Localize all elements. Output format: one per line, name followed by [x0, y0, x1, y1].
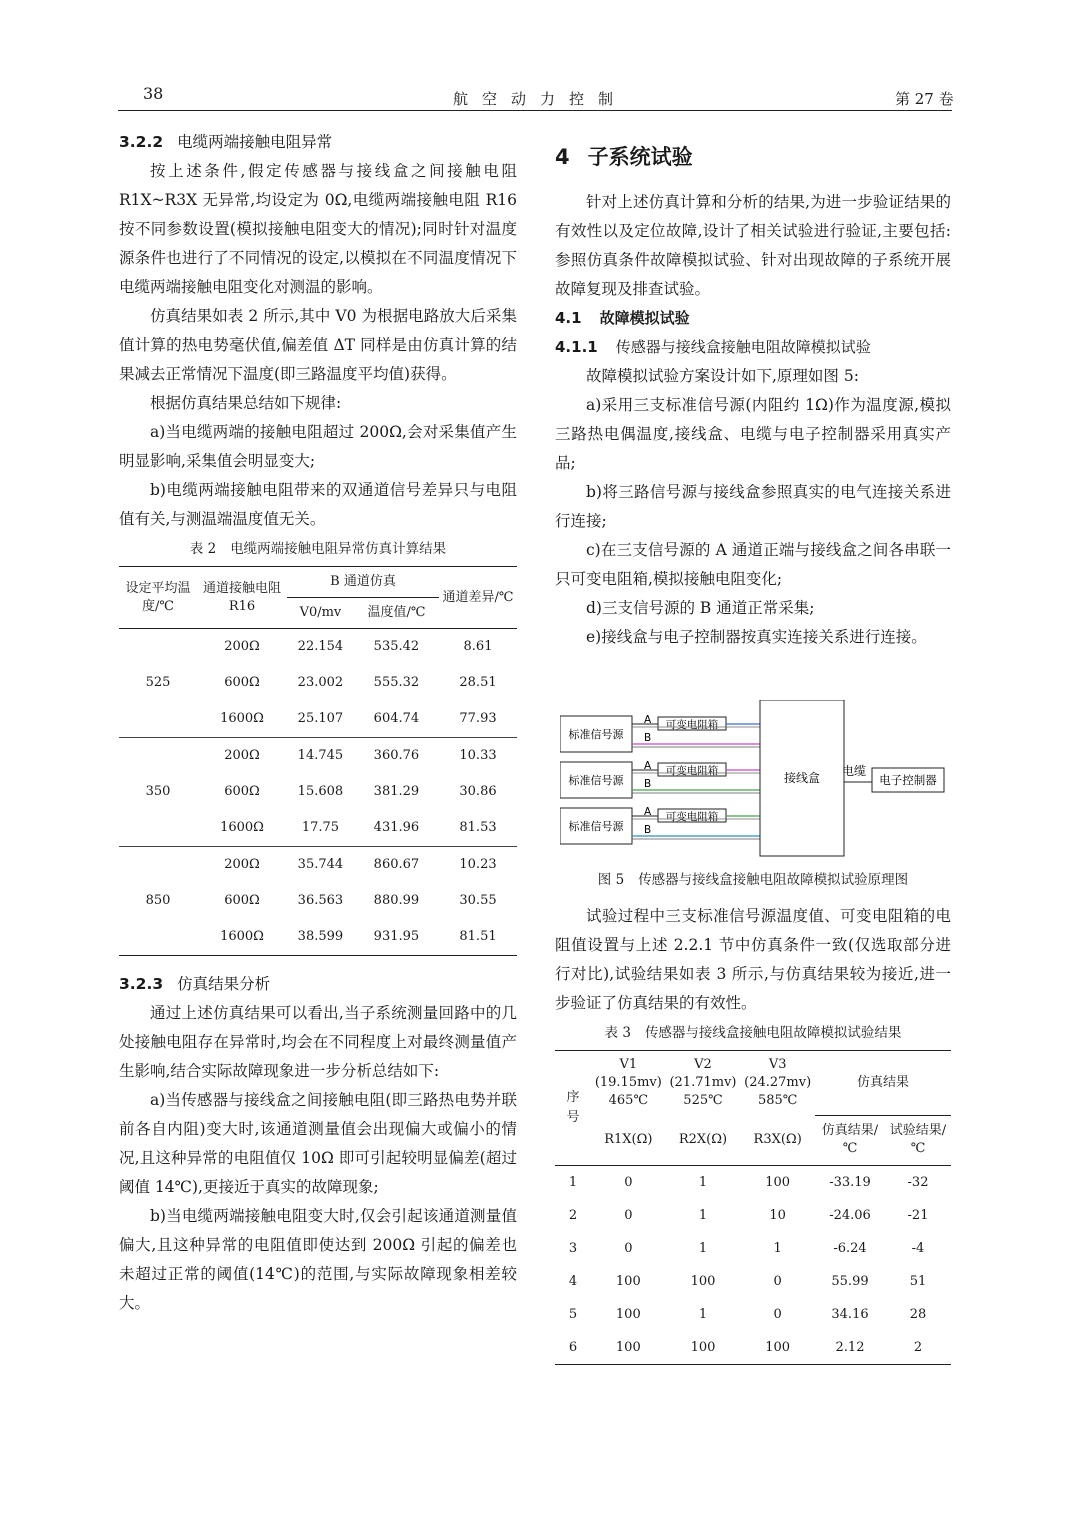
cell-t: 880.99 — [373, 893, 420, 908]
figure-5-caption: 图 5 传感器与接线盒接触电阻故障模拟试验原理图 — [597, 872, 909, 888]
channel-a-label: A — [644, 714, 652, 726]
cable-label: 电缆 — [841, 764, 867, 778]
cell-v0: 22.154 — [297, 639, 344, 654]
cell-d: 81.53 — [439, 810, 517, 847]
cell-t: 604.74 — [354, 701, 439, 738]
table-row — [555, 1232, 951, 1265]
figure-5-diagram — [560, 700, 950, 860]
table-3 — [555, 1050, 951, 1365]
cell-d: 81.51 — [439, 919, 517, 956]
section-heading-4-1: 4.1 故障模拟试验 — [555, 309, 690, 327]
cell-temp: 350 — [119, 738, 197, 847]
resistor-label: 可变电阻箱 — [665, 719, 719, 731]
table-row — [555, 1265, 951, 1298]
cell-test: -32 — [907, 1174, 929, 1190]
col-header: R2X(Ω) — [666, 1115, 741, 1166]
cell-sim: -33.19 — [829, 1174, 871, 1190]
paragraph: 按上述条件,假定传感器与接线盒之间接触电阻 R1X~R3X 无异常,均设定为 0Ω,电缆两端接触电阻 R16 按不同参数设置(模拟接触电阻变大的情况);同时针对温度源条件也进行了不同情况的设定,以模拟在不同温度情况下电缆两端接触电阻变化对测温的影响。 — [119, 162, 517, 296]
paragraph: e)接线盒与电子控制器按真实连接关系进行连接。 — [586, 628, 927, 646]
cell-t: 555.32 — [373, 675, 420, 690]
cell-v0: 25.107 — [287, 701, 354, 738]
cell-d: 77.93 — [439, 701, 517, 738]
cell-n: 6 — [555, 1331, 591, 1365]
resistor-label: 可变电阻箱 — [665, 765, 719, 777]
table-2 — [119, 566, 517, 956]
channel-b-label: B — [644, 778, 652, 790]
cell-t: 860.67 — [373, 857, 420, 872]
table2-caption: 表 2 电缆两端接触电阻异常仿真计算结果 — [189, 541, 447, 557]
ecu-label: 电子控制器 — [879, 773, 937, 787]
cell-r: 600Ω — [224, 784, 260, 799]
col-header: B 通道仿真 — [287, 567, 439, 598]
cell-v0: 15.608 — [297, 784, 344, 799]
cell-r3: 0 — [773, 1273, 782, 1289]
cell-v0: 35.744 — [297, 857, 344, 872]
cell-sim: -6.24 — [833, 1240, 867, 1256]
cell-r: 200Ω — [224, 748, 260, 763]
left-column — [119, 128, 517, 1318]
col-header: V1 (19.15mv) 465℃ — [591, 1051, 666, 1116]
cell-r3: 10 — [769, 1207, 786, 1223]
section-heading-4: 4 子系统试验 — [555, 145, 693, 169]
cell-d: 8.61 — [463, 639, 493, 654]
channel-a-label: A — [644, 760, 652, 772]
cell-t: 931.95 — [354, 919, 439, 956]
cell-sim: 2.12 — [815, 1331, 885, 1365]
cell-r1: 0 — [624, 1240, 633, 1256]
paragraph: b)当电缆两端接触电阻变大时,仅会引起该通道测量值偏大,且这种异常的电阻值即使达到 200Ω 引起的偏差也未超过正常的阈值(14℃)的范围,与实际故障现象相差较大。 — [119, 1207, 517, 1312]
section-heading-4-1-1: 4.1.1 传感器与接线盒接触电阻故障模拟试验 — [555, 338, 871, 356]
paragraph: d)三支信号源的 B 通道正常采集; — [586, 599, 815, 617]
cell-test: -4 — [911, 1240, 925, 1256]
paragraph: a)采用三支标准信号源(内阻约 1Ω)作为温度源,模拟三路热电偶温度,接线盒、电缆与电子控制器采用真实产品; — [555, 396, 951, 472]
cell-r2: 100 — [690, 1273, 716, 1289]
col-header: 温度值/℃ — [354, 598, 439, 629]
cell-test: -21 — [907, 1207, 929, 1223]
cell-d: 30.86 — [459, 784, 497, 799]
cell-r2: 1 — [698, 1207, 708, 1223]
signal-source-label: 标准信号源 — [568, 728, 624, 741]
cell-test: 28 — [909, 1306, 927, 1322]
volume-label: 第 27 卷 — [895, 90, 954, 108]
channel-b-label: B — [644, 824, 652, 836]
signal-source-label: 标准信号源 — [568, 774, 624, 787]
paragraph: 试验过程中三支标准信号源温度值、可变电阻箱的电阻值设置与上述 2.2.1 节中仿真条件一致(仅选取部分进行对比),试验结果如表 3 所示,与仿真结果较为接近,进一步验证了仿真结果的有效性。 — [555, 907, 951, 1012]
cell-test: 2 — [885, 1331, 951, 1365]
junction-label: 接线盒 — [783, 771, 821, 785]
cell-r1: 100 — [615, 1306, 641, 1322]
col-header: 设定平均温度/℃ — [119, 567, 197, 629]
paragraph: 故障模拟试验方案设计如下,原理如图 5: — [586, 367, 859, 385]
right-column-lower — [555, 902, 951, 1365]
col-header: V3 (24.27mv) 585℃ — [740, 1051, 815, 1116]
cell-r1: 100 — [591, 1331, 666, 1365]
cell-r: 1600Ω — [197, 919, 287, 956]
col-header: R3X(Ω) — [740, 1115, 815, 1166]
paragraph: b)将三路信号源与接线盒参照真实的电气连接关系进行连接; — [555, 483, 951, 530]
col-header: 通道差异/℃ — [439, 567, 517, 629]
channel-b-label: B — [644, 732, 652, 744]
paragraph: b)电缆两端接触电阻带来的双通道信号差异只与电阻值有关,与测温端温度值无关。 — [119, 481, 517, 528]
cell-d: 28.51 — [459, 675, 497, 690]
cell-r1: 0 — [624, 1174, 633, 1190]
section-heading-3-2-3: 3.2.3 仿真结果分析 — [119, 975, 271, 993]
cell-d: 10.23 — [459, 857, 497, 872]
right-column — [555, 140, 951, 652]
cell-r3: 100 — [765, 1174, 791, 1190]
cell-v0: 14.745 — [297, 748, 344, 763]
cell-r: 600Ω — [224, 675, 260, 690]
col-header: 通道接触电阻 R16 — [197, 567, 287, 629]
cell-r: 200Ω — [224, 857, 260, 872]
cell-r2: 1 — [698, 1174, 708, 1190]
cell-r: 1600Ω — [197, 701, 287, 738]
paragraph: c)在三支信号源的 A 通道正端与接线盒之间各串联一只可变电阻箱,模拟接触电阻变化; — [555, 541, 951, 588]
table-row — [119, 847, 517, 884]
col-header: 仿真结果/℃ — [815, 1115, 885, 1166]
cell-t: 431.96 — [354, 810, 439, 847]
col-header: 仿真结果 — [815, 1051, 951, 1116]
channel-a-label: A — [644, 806, 652, 818]
col-header: 试验结果/℃ — [885, 1115, 951, 1166]
table-row — [555, 1199, 951, 1232]
cell-r2: 1 — [698, 1240, 708, 1256]
cell-r1: 0 — [624, 1207, 633, 1223]
paragraph: a)当传感器与接线盒之间接触电阻(即三路热电势并联前各自内阻)变大时,该通道测量值会出现偏大或偏小的情况,且这种异常的电阻值仅 10Ω 即可引起较明显偏差(超过阈值 14℃),更接近于真实的故障现象; — [119, 1091, 517, 1196]
col-header: V2 (21.71mv) 525℃ — [666, 1051, 741, 1116]
cell-t: 381.29 — [373, 784, 420, 799]
cell-r: 1600Ω — [197, 810, 287, 847]
cell-v0: 23.002 — [297, 675, 344, 690]
cell-n: 5 — [568, 1306, 578, 1322]
signal-source-label: 标准信号源 — [568, 820, 624, 833]
cell-r3: 100 — [740, 1331, 815, 1365]
paragraph: 通过上述仿真结果可以看出,当子系统测量回路中的几处接触电阻存在异常时,均会在不同程度上对最终测量值产生影响,结合实际故障现象进一步分析总结如下: — [119, 1004, 517, 1080]
cell-n: 1 — [568, 1174, 578, 1190]
resistor-label: 可变电阻箱 — [665, 811, 719, 823]
cell-v0: 17.75 — [287, 810, 354, 847]
cell-test: 51 — [909, 1273, 927, 1289]
table-row — [555, 1166, 951, 1200]
cell-r2: 100 — [666, 1331, 741, 1365]
cell-t: 535.42 — [373, 639, 420, 654]
cell-r3: 1 — [773, 1240, 782, 1256]
cell-sim: -24.06 — [829, 1207, 871, 1223]
cell-r2: 1 — [698, 1306, 708, 1322]
paragraph: 针对上述仿真计算和分析的结果,为进一步验证结果的有效性以及定位故障,设计了相关试验进行验证,主要包括:参照仿真条件故障模拟试验、针对出现故障的子系统开展故障复现及排查试验。 — [555, 193, 951, 298]
table3-caption: 表 3 传感器与接线盒接触电阻故障模拟试验结果 — [604, 1025, 902, 1041]
cell-t: 360.76 — [373, 748, 420, 763]
col-header: 序号 — [555, 1051, 591, 1166]
page-number: 38 — [143, 84, 164, 103]
paragraph: 根据仿真结果总结如下规律: — [150, 394, 342, 412]
cell-r: 200Ω — [224, 639, 260, 654]
cell-sim: 55.99 — [831, 1273, 869, 1289]
journal-title: 航空动力控制 — [452, 90, 627, 108]
cell-n: 2 — [568, 1207, 578, 1223]
cell-d: 10.33 — [459, 748, 497, 763]
cell-sim: 34.16 — [831, 1306, 869, 1322]
cell-v0: 36.563 — [297, 893, 344, 908]
table-row — [555, 1298, 951, 1331]
cell-temp: 525 — [119, 629, 197, 738]
cell-n: 3 — [568, 1240, 578, 1256]
cell-temp: 850 — [119, 847, 197, 956]
cell-r3: 0 — [773, 1306, 782, 1322]
paragraph: a)当电缆两端的接触电阻超过 200Ω,会对采集值产生明显影响,采集值会明显变大; — [119, 423, 517, 470]
col-header: R1X(Ω) — [591, 1115, 666, 1166]
header-rule — [118, 110, 952, 111]
col-header: V0/mv — [287, 598, 354, 629]
cell-r: 600Ω — [224, 893, 260, 908]
cell-v0: 38.599 — [287, 919, 354, 956]
table-row — [119, 738, 517, 775]
cell-r1: 100 — [615, 1273, 641, 1289]
table-row — [119, 629, 517, 666]
table-row — [555, 1331, 951, 1365]
cell-n: 4 — [568, 1273, 578, 1289]
paragraph: 仿真结果如表 2 所示,其中 V0 为根据电路放大后采集值计算的热电势毫伏值,偏差值 ΔT 同样是由仿真计算的结果减去正常情况下温度(即三路温度平均值)获得。 — [119, 307, 517, 383]
section-heading-3-2-2: 3.2.2 电缆两端接触电阻异常 — [119, 133, 333, 151]
cell-d: 30.55 — [459, 893, 497, 908]
